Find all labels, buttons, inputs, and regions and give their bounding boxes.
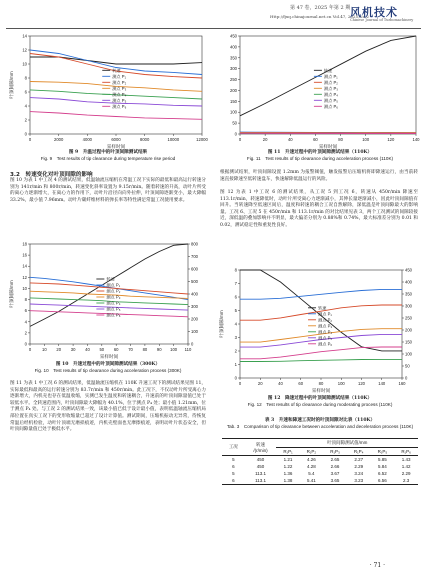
table-cell: 4.28 <box>306 464 316 469</box>
legend-label: 测点 P₄ <box>318 329 333 335</box>
y-tick-label: 5 <box>234 308 237 313</box>
y-tick-label: 1 <box>234 362 237 367</box>
legend-label: 测点 P₆ <box>112 103 127 109</box>
table-row <box>222 456 418 464</box>
y2-tick-label: 150 <box>405 339 412 345</box>
legend-label: 测点 P₃ <box>318 323 333 329</box>
page-number: · 71 · <box>369 562 385 569</box>
x-tick-label: 140 <box>412 137 420 142</box>
table-cell: 2.29 <box>401 471 411 476</box>
y-tick-label: 0 <box>24 341 27 347</box>
fig10-title: 图 10 升速过程中的叶顶间隙测试结果（300K） <box>55 362 161 367</box>
legend-label: 转速 <box>318 305 327 311</box>
fig9-title-en: Fig. 9 Test results of tip clearance during temperature rise period <box>40 156 176 161</box>
fig9-title: 图 9 升温过程中的叶顶间隙测试结果 <box>68 150 148 155</box>
legend-label: 测点 P₂ <box>318 317 333 323</box>
y2-tick-label: 250 <box>405 315 412 321</box>
table-row <box>222 477 418 485</box>
y-tick-label: 100 <box>230 109 237 115</box>
x-tick-label: 40 <box>278 381 283 386</box>
right-paragraph-1: 根据测试结果，叶顶间隙设置 1.2mm 为报警阈值，触发报警后压缩机将即降速运行，由当前转速直接降速至低转速盘车，快速解除低温运行的风险。 <box>220 170 418 182</box>
fig9-chart <box>8 32 208 150</box>
table-cell: 3.23 <box>354 478 364 483</box>
legend-label: 测点 P₆ <box>106 312 121 318</box>
table-cell: 5.41 <box>306 478 316 483</box>
y-tick-label: 2 <box>24 330 27 336</box>
y-tick-label: 350 <box>230 55 237 61</box>
x-tick-label: 0 <box>28 347 32 352</box>
x-tick-label: 100 <box>170 347 178 352</box>
table3-col-2: R₁P₂ <box>306 449 317 454</box>
legend-label: 转速 <box>323 67 333 73</box>
table-cell: 3.65 <box>330 478 340 483</box>
y2-tick-label: 300 <box>191 304 198 309</box>
x-tick-label: 12000 <box>196 137 208 142</box>
legend-label: 测点 P₁ <box>323 73 338 79</box>
table3-col-3: R₁P₃ <box>330 449 340 454</box>
series-line-p4 <box>240 359 402 361</box>
table-cell: 5 <box>232 457 235 462</box>
legend-label: 测点 P₅ <box>318 335 333 341</box>
right-paragraph-2: 图 12 为表 1 中工况 6 的测试结果，从工况 5 到工况 6，转速从 450r/min 降速至 113.1r/min，转速降低时，动叶片所受离心力逐渐减小，其伸长量逐渐减小，因此叶顶间隙值有回升。当转速降至低速区间后，温度和转速的耦合工况自然解除，深低温是叶顶间隙最大的影响量。工况 6、工况 5 在 450r/min 和 113.1r/min 的对比结果见表 3，两个工况测试的间隙较接近，深低温的叠加影响并不明显，最大偏差分别为 0.88%和 0.74%，最大标准差分别为 0.01 和 0.02，测试稳定性和重复性良好。 <box>220 190 418 228</box>
table-cell: 4.26 <box>306 457 316 462</box>
x-tick-label: 20 <box>56 347 62 352</box>
table3-col-6: R₁P₆ <box>401 449 411 454</box>
y-tick-label: 200 <box>230 87 237 93</box>
header-rule <box>6 28 421 29</box>
table3-title-en: Tab. 3 Comparison of tip clearance between acceleration and deceleration process (110K) <box>226 424 414 429</box>
legend-label: 测点 P₅ <box>323 97 338 103</box>
legend-label: 测点 P₄ <box>323 91 338 97</box>
table-cell: 5 <box>232 471 235 476</box>
legend-label: 测点 P₂ <box>323 79 338 85</box>
legend-label: 测点 P₁ <box>318 311 332 317</box>
table-cell: 113.1 <box>255 478 266 483</box>
y-tick-label: 6 <box>24 89 27 95</box>
table-cell: 1.43 <box>401 457 411 462</box>
series-line-p1 <box>240 289 402 299</box>
journal-logo-subtitle: Chinese Journal of Turbomachinery <box>350 18 414 22</box>
legend-label: 测点 P₄ <box>112 91 127 97</box>
table-cell: 1.22 <box>283 464 293 469</box>
y-tick-label: 4 <box>24 103 27 109</box>
table-cell: 5.84 <box>378 464 387 469</box>
y-tick-label: 8 <box>24 75 27 81</box>
table3-col-1: R₁P₁ <box>283 449 293 454</box>
y-tick-label: 4 <box>24 319 27 325</box>
fig12-title: 图 12 降速过程中的叶顶间隙测试结果（110K） <box>267 396 373 401</box>
table3-col-5: R₁P₅ <box>377 449 388 454</box>
table3-header-case: 工况 <box>228 444 238 449</box>
y-tick-label: 8 <box>234 267 237 273</box>
legend-label: 转速 <box>112 67 121 73</box>
x-tick-label: 80 <box>142 347 148 352</box>
left-paragraph-1: 图 10 为表 1 中工况 4 的测试结果，低温轴流压缩机在常温工况下实际的最低和最高运行转速分别为 141r/min 和 800r/min，转速变化斜率设置为 9.15r/min。随着转速的升高，动叶片所受的离心力逐渐增大，在离心力的作用下，动叶片沿径向向外拉伸，叶顶间隙逐渐变小，最大降幅 33.2%，最小值 7.96mm。动叶片碳纤维材料的弹长率等特性满足常温工况使用要求。 <box>10 178 206 203</box>
legend-label: 测点 P₃ <box>323 85 338 91</box>
y-tick-label: 50 <box>232 120 237 126</box>
table-cell: 1.36 <box>283 471 293 476</box>
left-paragraph-2: 图 11 为表 1 中工况 6 的测试结果，低温轴流压缩机在 110K 升速工况下的测试结果见图 11，实际最低和最高的运行转速分别为 83.7r/min 和 450r/min。此工况下，不仅动叶片所受离心力逐渐增大，内机壳也存在低温收缩，实测已发生温度和转速耦合，升速前的叶顶间隙量值已处于较低水平。全转速范围内，叶顶间隙最大降幅为 40.1%，位于测点 P₄ 处；最小值 1.21mm，位于测点 P₄ 处。与工况 2 的测试结果一致，该最小值已低于设计最小值，表明低温轴流压缩机局部位置在真实工况下的变形收缩量已超过了设计计算值。测试期间，压缩机振动无异常，待恢复常温后经机检验，动叶片顶端无磨损痕迹，内机壳壁面也无摩擦痕迹，表明动叶片状态安全，但叶顶间隙量值已处于极低水平。 <box>10 381 206 433</box>
y-tick-label: 16 <box>22 252 27 258</box>
table-cell: 5.4 <box>308 471 315 476</box>
series-line-p6 <box>240 347 402 359</box>
legend-label: 测点 P₄ <box>106 300 121 306</box>
x-tick-label: 120 <box>387 137 395 142</box>
legend-label: 转速 <box>106 276 115 282</box>
table-cell: 6.52 <box>378 471 387 476</box>
y-tick-label: 8 <box>24 297 27 303</box>
table-cell: 6 <box>232 464 235 469</box>
x-tick-label: 60 <box>298 381 304 386</box>
table-cell: 1.21 <box>283 457 293 462</box>
x-axis-label: 采样时间 <box>106 144 126 149</box>
table-cell: 2.65 <box>330 457 340 462</box>
table3-col-4: R₁P₄ <box>353 449 364 454</box>
fig11-chart <box>218 32 422 150</box>
y-axis-label: 叶顶间隙/mm <box>219 310 224 338</box>
table-cell: 450 <box>256 457 265 462</box>
y-tick-label: 10 <box>22 285 27 291</box>
y2-tick-label: 600 <box>191 266 198 272</box>
x-tick-label: 8000 <box>140 137 150 142</box>
y-tick-label: 6 <box>24 308 27 314</box>
x-tick-label: 80 <box>318 381 324 386</box>
fig12-title-en: Fig. 12 Test results of tip clearance during moderating process (110K) <box>247 402 393 407</box>
x-tick-label: 40 <box>287 137 293 142</box>
y-tick-label: 300 <box>230 66 237 72</box>
table-cell: 2.27 <box>354 457 364 462</box>
journal-logo: 风机技术 <box>350 6 398 19</box>
x-tick-label: 60 <box>113 347 119 352</box>
legend-label: 测点 P₂ <box>106 288 121 294</box>
fig10-chart <box>8 240 208 360</box>
y-tick-label: 14 <box>22 33 27 39</box>
y-tick-label: 6 <box>234 294 237 300</box>
x-tick-label: 70 <box>128 347 133 352</box>
x-tick-label: 2000 <box>54 137 64 142</box>
table-cell: 2.3 <box>402 478 410 483</box>
y2-tick-label: 400 <box>405 279 412 285</box>
table-cell: 3.67 <box>330 471 340 476</box>
legend-label: 测点 P₅ <box>112 97 127 103</box>
table-cell: 3.24 <box>354 471 364 476</box>
y-axis-label: 叶顶间隙/mm <box>9 71 14 99</box>
table-cell: 1.42 <box>401 464 411 469</box>
x-tick-label: 0 <box>238 137 242 142</box>
y-tick-label: 0 <box>24 131 27 137</box>
x-tick-label: 50 <box>99 347 105 352</box>
y2-tick-label: 100 <box>405 351 412 357</box>
table-cell: 450 <box>256 464 265 469</box>
y-tick-label: 0 <box>234 375 237 381</box>
fig11-title-en: Fig. 11 Test results of tip clearance during acceleration process (110K) <box>246 156 394 161</box>
table-cell: 1.38 <box>283 478 293 483</box>
url-line: Http://fjxq.chinajournal.net.cn Vol.47, 2025,No.2 <box>270 14 369 19</box>
x-tick-label: 0 <box>28 137 32 142</box>
x-tick-label: 110 <box>184 347 192 352</box>
x-tick-label: 10000 <box>167 137 180 142</box>
y-tick-label: 4 <box>234 321 237 327</box>
y-tick-label: 14 <box>22 263 27 269</box>
x-tick-label: 100 <box>362 137 370 142</box>
x-tick-label: 40 <box>85 347 90 352</box>
table-cell: 6.56 <box>378 478 387 483</box>
table3-header-group: 叶顶间隙测试值/mm <box>276 439 418 448</box>
y-tick-label: 450 <box>230 33 237 39</box>
y2-tick-label: 800 <box>191 241 198 247</box>
x-axis-label: 采样时间 <box>318 144 338 149</box>
section-heading: 3.2 转速变化对叶顶间隙的影响 <box>10 172 93 178</box>
table-row <box>222 463 418 470</box>
x-tick-label: 80 <box>338 137 343 142</box>
y2-tick-label: 0 <box>191 341 194 347</box>
y-tick-label: 400 <box>230 44 237 50</box>
legend-label: 测点 P₃ <box>112 85 127 91</box>
x-tick-label: 30 <box>70 347 76 352</box>
x-tick-label: 120 <box>358 381 365 386</box>
x-tick-label: 6000 <box>111 137 121 142</box>
x-axis-label: 采样时间 <box>99 354 119 359</box>
table3-title: 表 3 升速和降速工况时的叶顶间隙对比表（110K） <box>264 418 376 423</box>
legend-label: 测点 P₅ <box>106 306 121 312</box>
x-tick-label: 140 <box>378 381 386 386</box>
y-tick-label: 2 <box>234 348 237 354</box>
fig11-title: 图 11 升速过程中的叶顶间隙测试结果（110K） <box>267 150 373 155</box>
table-cell: 2.66 <box>330 464 340 469</box>
y-tick-label: 3 <box>234 335 237 340</box>
x-tick-label: 90 <box>156 347 162 352</box>
y-tick-label: 7 <box>234 281 237 286</box>
legend-label: 测点 P₂ <box>112 79 127 85</box>
table-cell: 6 <box>232 478 235 483</box>
table3 <box>222 438 418 485</box>
x-tick-label: 60 <box>313 137 318 142</box>
fig12-chart <box>218 266 422 394</box>
y2-tick-label: 200 <box>191 316 198 322</box>
y-tick-label: 10 <box>22 61 27 67</box>
y2-tick-label: 0 <box>405 375 408 381</box>
table-cell: 113.1 <box>255 471 266 476</box>
legend-label: 测点 P₁ <box>112 73 126 79</box>
x-tick-label: 160 <box>398 381 406 386</box>
x-tick-label: 20 <box>257 381 263 386</box>
x-tick-label: 100 <box>337 381 345 386</box>
journal-line: 第 47 卷，2025 年第 2 期 <box>290 5 351 11</box>
y2-tick-label: 200 <box>405 327 412 333</box>
legend-label: 测点 P₃ <box>106 294 121 300</box>
y-tick-label: 18 <box>22 241 27 247</box>
x-tick-label: 0 <box>238 381 242 386</box>
x-tick-label: 20 <box>262 137 268 142</box>
y-axis-label: 叶顶间隙/mm <box>9 280 14 308</box>
table-cell: 2.29 <box>354 464 364 469</box>
y2-tick-label: 350 <box>405 291 412 297</box>
legend-label: 测点 P₆ <box>318 341 333 347</box>
x-tick-label: 10 <box>42 347 47 352</box>
table-row <box>222 470 418 477</box>
table-cell: 5.85 <box>378 457 387 462</box>
x-axis-label: 采样时间 <box>311 388 331 393</box>
y-tick-label: 150 <box>230 98 237 104</box>
legend-label: 测点 P₁ <box>106 282 121 288</box>
y2-tick-label: 400 <box>191 291 198 297</box>
y-tick-label: 2 <box>24 117 27 123</box>
series-line-speed <box>30 57 202 64</box>
x-tick-label: 4000 <box>82 137 92 142</box>
y-tick-label: 12 <box>22 47 27 53</box>
legend-label: 测点 P₆ <box>323 103 338 109</box>
y-tick-label: 0 <box>234 131 237 137</box>
y2-tick-label: 100 <box>191 329 198 334</box>
y2-tick-label: 450 <box>405 267 412 273</box>
y-tick-label: 250 <box>230 77 237 83</box>
series-line-p6 <box>30 112 202 120</box>
y2-tick-label: 500 <box>191 279 198 284</box>
table3-header-speed: 转速 /(r/min) <box>253 441 268 453</box>
y2-tick-label: 300 <box>405 303 412 309</box>
y2-tick-label: 50 <box>405 363 410 369</box>
y-tick-label: 12 <box>22 274 27 280</box>
y2-tick-label: 700 <box>191 254 198 259</box>
page-header <box>210 4 420 26</box>
fig10-title-en: Fig. 10 Test results of tip clearance during acceleration process (300K) <box>34 368 182 373</box>
